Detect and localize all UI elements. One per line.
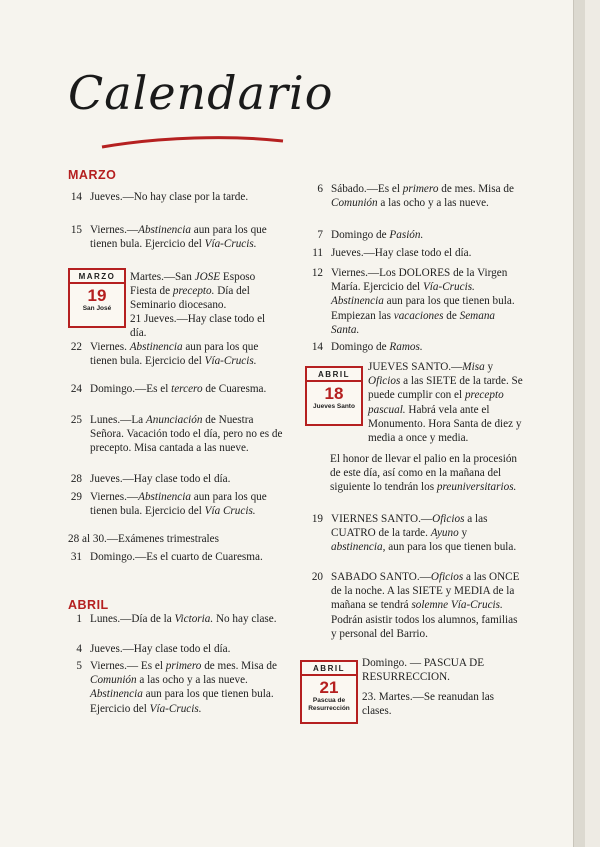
entry-abril-18-palio: El honor de llevar el palio en la procesión de este día, así como en la mañana del siguiente lo tendrán los preuniversitarios. (330, 453, 518, 494)
entry-text: Jueves.—Hay clase todo el día. (90, 473, 231, 485)
day-number: 19 (311, 513, 323, 525)
entry-abril-21: Domingo. — PASCUA DE RESURRECCION. (362, 657, 485, 684)
calendar-box-month: MARZO (70, 270, 124, 284)
calendar-box-day: 18 (324, 384, 344, 403)
calendar-box-marzo-19 (68, 268, 126, 328)
entry-text: Viernes. Abstinencia aun para los que tienen bula. Ejercicio del Vía-Crucis. (90, 341, 259, 368)
calendar-box-abril-21 (300, 660, 358, 724)
day-number: 4 (76, 643, 82, 655)
day-number: 25 (70, 414, 82, 426)
calendar-box-month: ABRIL (307, 368, 361, 382)
entry-text: Lunes.—La Anunciación de Nuestra Señora. Vacación todo el día, pero no es de precepto. Misa cantada a las nueve. (90, 414, 283, 455)
calendar-box-day: 21 (319, 678, 339, 697)
entry-text: Sábado.—Es el primero de mes. Misa de Comunión a las ocho y a las nueve. (331, 183, 514, 210)
title-flourish (100, 127, 285, 157)
entry-marzo-19: Martes.—San JOSE Esposo Fiesta de precepto. Día del Seminario diocesano. (130, 271, 256, 312)
day-number: 20 (311, 571, 323, 583)
page-title: Calendario (68, 66, 334, 120)
calendar-box-name: San José (82, 305, 112, 312)
month-heading-abril: ABRIL (68, 598, 109, 612)
day-number: 14 (311, 341, 323, 353)
entry-abril-18: JUEVES SANTO.—Misa y Oficios a las SIETE de la tarde. Se puede cumplir con el precepto pascual. Habrá vela ante el Monumento. Hora Santa de diez y media a once y media. (368, 361, 523, 445)
calendar-box-month: ABRIL (302, 662, 356, 676)
entry-text: Viernes.—Abstinencia aun para los que tienen bula. Ejercicio del Vía-Crucis. (90, 224, 267, 251)
entry-abril-23: 23. Martes.—Se reanudan las clases. (362, 691, 495, 718)
entry-text: Domingo.—Es el cuarto de Cuaresma. (90, 551, 263, 563)
entry-text: Domingo de Pasión. (331, 229, 424, 241)
entry-text: Jueves.—Hay clase todo el día. (90, 643, 231, 655)
calendar-box-abril-18 (305, 366, 363, 426)
day-number: 5 (76, 660, 82, 672)
day-number: 22 (70, 341, 82, 353)
entry-text: SABADO SANTO.—Oficios a las ONCE de la noche. A las SIETE y MEDIA de la mañana se tendrá solemne Vía-Crucis. Podrán asistir todos los alumnos, familias y personal del Barrio. (331, 571, 520, 640)
calendar-box-day: 19 (87, 286, 107, 305)
day-number: 24 (70, 383, 82, 395)
calendar-box-name: Jueves Santo (313, 403, 355, 410)
entry-marzo-21: 21 Jueves.—Hay clase todo el día. (130, 313, 266, 340)
day-number: 7 (317, 229, 323, 241)
entry-marzo-28-30: 28 al 30.—Exámenes trimestrales (68, 533, 219, 545)
day-number: 14 (70, 191, 82, 203)
entry-text: Domingo de Ramos. (331, 341, 423, 353)
entry-text: Viernes.—Los DOLORES de la Virgen María. Ejercicio del Vía-Crucis. Abstinencia aun para los que tienen bula. Empiezan las vacaciones de Semana Santa. (331, 267, 515, 336)
day-number: 31 (70, 551, 82, 563)
entry-text: VIERNES SANTO.—Oficios a las CUATRO de la tarde. Ayuno y abstinencia, aun para los que tienen bula. (331, 513, 517, 554)
entry-text: Jueves.—Hay clase todo el día. (331, 247, 472, 259)
day-number: 6 (317, 183, 323, 195)
entry-text: Lunes.—Día de la Victoria. No hay clase. (90, 613, 277, 625)
entry-text: Viernes.— Es el primero de mes. Misa de Comunión a las ocho y a las nueve. Abstinencia aun para los que tienen bula. Ejercicio del Vía-Crucis. (90, 660, 277, 715)
day-number: 28 (70, 473, 82, 485)
day-number: 1 (76, 613, 82, 625)
entry-text: Jueves.—No hay clase por la tarde. (90, 191, 249, 203)
month-heading-marzo: MARZO (68, 168, 117, 182)
entry-text: Domingo.—Es el tercero de Cuaresma. (90, 383, 267, 395)
entry-text: Viernes.—Abstinencia aun para los que tienen bula. Ejercicio del Vía Crucis. (90, 491, 267, 518)
calendar-box-name: Pascua de Resurrección (308, 697, 350, 712)
day-number: 12 (311, 267, 323, 279)
day-number: 29 (70, 491, 82, 503)
day-number: 11 (312, 247, 323, 259)
page-edge-inner (585, 0, 600, 847)
day-number: 15 (70, 224, 82, 236)
